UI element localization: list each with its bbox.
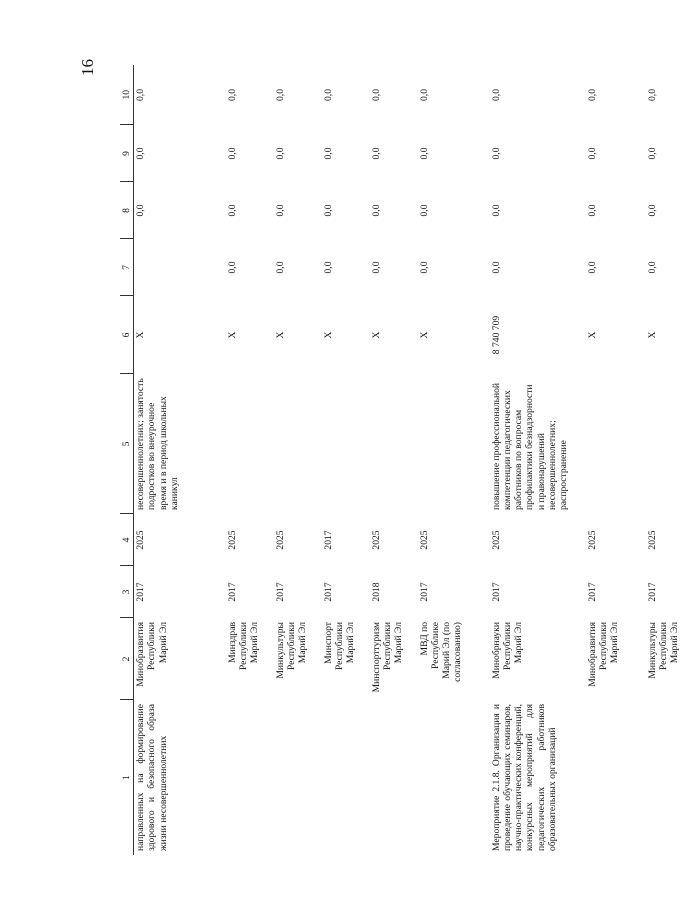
cell-c3: 2017 [135, 582, 147, 602]
col-header-1: 1 [120, 700, 134, 855]
cell-c10: 0,0 [226, 89, 238, 101]
cell-c5 [586, 374, 646, 514]
cell-c1 [586, 700, 646, 855]
cell-c10: 0,0 [274, 89, 286, 101]
cell-c3: 2017 [490, 582, 502, 602]
cell-c8: 0,0 [418, 204, 430, 217]
cell-c10: 0,0 [418, 89, 430, 101]
col-header-6: 6 [120, 296, 134, 374]
cell-c7: 0,0 [322, 261, 334, 274]
table-row [490, 65, 586, 855]
table-row [322, 65, 370, 855]
cell-c5: несовершеннолетних; занятость подростков во внеурочное время и в период школьных каникул [135, 378, 180, 510]
cell-c1 [322, 700, 370, 855]
cell-c8: 0,0 [322, 204, 334, 217]
cell-c3: 2017 [586, 582, 598, 602]
cell-c7: 0,0 [586, 261, 598, 274]
cell-c8: 0,0 [586, 204, 598, 217]
cell-c2: Минобразвития Республики Марий Эл [135, 622, 169, 687]
cell-c4: 2025 [226, 530, 238, 550]
cell-c6: X [646, 331, 658, 339]
table-row [586, 65, 646, 855]
col-header-10: 10 [120, 65, 134, 125]
cell-c10: 0,0 [370, 89, 382, 101]
cell-c9: 0,0 [646, 147, 658, 160]
cell-c7: 0,0 [370, 261, 382, 274]
cell-c9: 0,0 [135, 147, 147, 160]
rotated-table-frame [120, 65, 681, 855]
cell-c5 [646, 374, 694, 514]
cell-c6: X [226, 331, 238, 339]
col-header-4: 4 [120, 514, 134, 566]
header-row [120, 65, 134, 855]
cell-c4: 2025 [418, 530, 430, 550]
cell-c4: 2025 [370, 530, 382, 550]
col-header-7: 7 [120, 239, 134, 296]
cell-c10: 0,0 [490, 89, 502, 101]
cell-c8: 0,0 [646, 204, 658, 217]
table-body [120, 65, 694, 855]
table-row [274, 65, 322, 855]
cell-c5 [226, 374, 274, 514]
cell-c1 [370, 700, 418, 855]
cell-c8: 0,0 [274, 204, 286, 217]
col-header-9: 9 [120, 125, 134, 182]
cell-c6: X [135, 331, 147, 339]
cell-c6: X [274, 331, 286, 339]
cell-c3: 2017 [274, 582, 286, 602]
cell-c2: МВД по Республике Марий Эл (по согласованию) [418, 622, 464, 682]
program-table [120, 65, 694, 855]
cell-c6: X [322, 331, 334, 339]
cell-c5: повышение профессиональной компетенции педагогических работников по вопросам профилактики безнадзорности и правонарушений несовершеннолетних; распространение [490, 382, 569, 510]
cell-c6: 8 740 709 [490, 315, 502, 355]
cell-c3: 2017 [418, 582, 430, 602]
cell-c4: 2025 [586, 530, 598, 550]
cell-c9: 0,0 [226, 147, 238, 160]
cell-c4: 2025 [490, 530, 502, 550]
cell-c9: 0,0 [490, 147, 502, 160]
cell-c5 [370, 374, 418, 514]
cell-c2: Минкультуры Республики Марий Эл [646, 622, 681, 679]
cell-c2: Минобрнауки Республики Марий Эл [490, 622, 525, 679]
col-header-3: 3 [120, 566, 134, 618]
cell-c9: 0,0 [274, 147, 286, 160]
cell-c2: Минздрав Республики Марий Эл [226, 622, 261, 671]
cell-c10: 0,0 [646, 89, 658, 101]
cell-c5 [274, 374, 322, 514]
cell-c1: направленных на формирование здорового и безопасного образа жизни несовершеннолетних [135, 704, 169, 851]
cell-c8: 0,0 [490, 204, 502, 217]
cell-c3: 2017 [646, 582, 658, 602]
cell-c10: 0,0 [586, 89, 598, 101]
cell-c4: 2025 [646, 530, 658, 550]
table-row [418, 65, 490, 855]
page-number: 16 [78, 59, 97, 76]
cell-c1: Мероприятие 2.1.8. Организация и проведение обучающих семинаров, научно-практических конференций, конкурсных мероприятий для педагогических работников образовательных организаций [490, 704, 558, 851]
cell-c3: 2017 [226, 582, 238, 602]
cell-c10: 0,0 [322, 89, 334, 101]
cell-c2: Минкультуры Республики Марий Эл [274, 622, 309, 679]
table-row [646, 65, 694, 855]
cell-c1 [274, 700, 322, 855]
cell-c6: X [418, 331, 430, 339]
cell-c7 [134, 239, 226, 296]
cell-c6: X [586, 331, 598, 339]
cell-c3: 2017 [322, 582, 334, 602]
cell-c5 [418, 374, 490, 514]
cell-c2: Минобразвития Республики Марий Эл [586, 622, 621, 687]
cell-c7: 0,0 [418, 261, 430, 274]
cell-c4: 2017 [322, 530, 334, 550]
cell-c2: Минспорттуризм Республики Марий Эл [370, 622, 405, 693]
cell-c4: 2025 [274, 530, 286, 550]
table-row [134, 65, 226, 855]
cell-c5 [322, 374, 370, 514]
cell-c6: X [370, 331, 382, 339]
cell-c1 [646, 700, 694, 855]
cell-c9: 0,0 [370, 147, 382, 160]
table-row [370, 65, 418, 855]
cell-c7: 0,0 [646, 261, 658, 274]
cell-c3: 2018 [370, 582, 382, 602]
table-row [226, 65, 274, 855]
col-header-5: 5 [120, 374, 134, 514]
col-header-8: 8 [120, 182, 134, 239]
cell-c7: 0,0 [490, 261, 502, 274]
cell-c9: 0,0 [418, 147, 430, 160]
cell-c8: 0,0 [135, 204, 147, 217]
cell-c9: 0,0 [586, 147, 598, 160]
cell-c1 [418, 700, 490, 855]
cell-c9: 0,0 [322, 147, 334, 160]
cell-c1 [226, 700, 274, 855]
cell-c8: 0,0 [226, 204, 238, 217]
cell-c8: 0,0 [370, 204, 382, 217]
cell-c4: 2025 [135, 530, 147, 550]
cell-c7: 0,0 [274, 261, 286, 274]
cell-c7: 0,0 [226, 261, 238, 274]
cell-c2: Минспорт Республики Марий Эл [322, 622, 357, 671]
cell-c10: 0,0 [135, 89, 147, 101]
col-header-2: 2 [120, 618, 134, 700]
